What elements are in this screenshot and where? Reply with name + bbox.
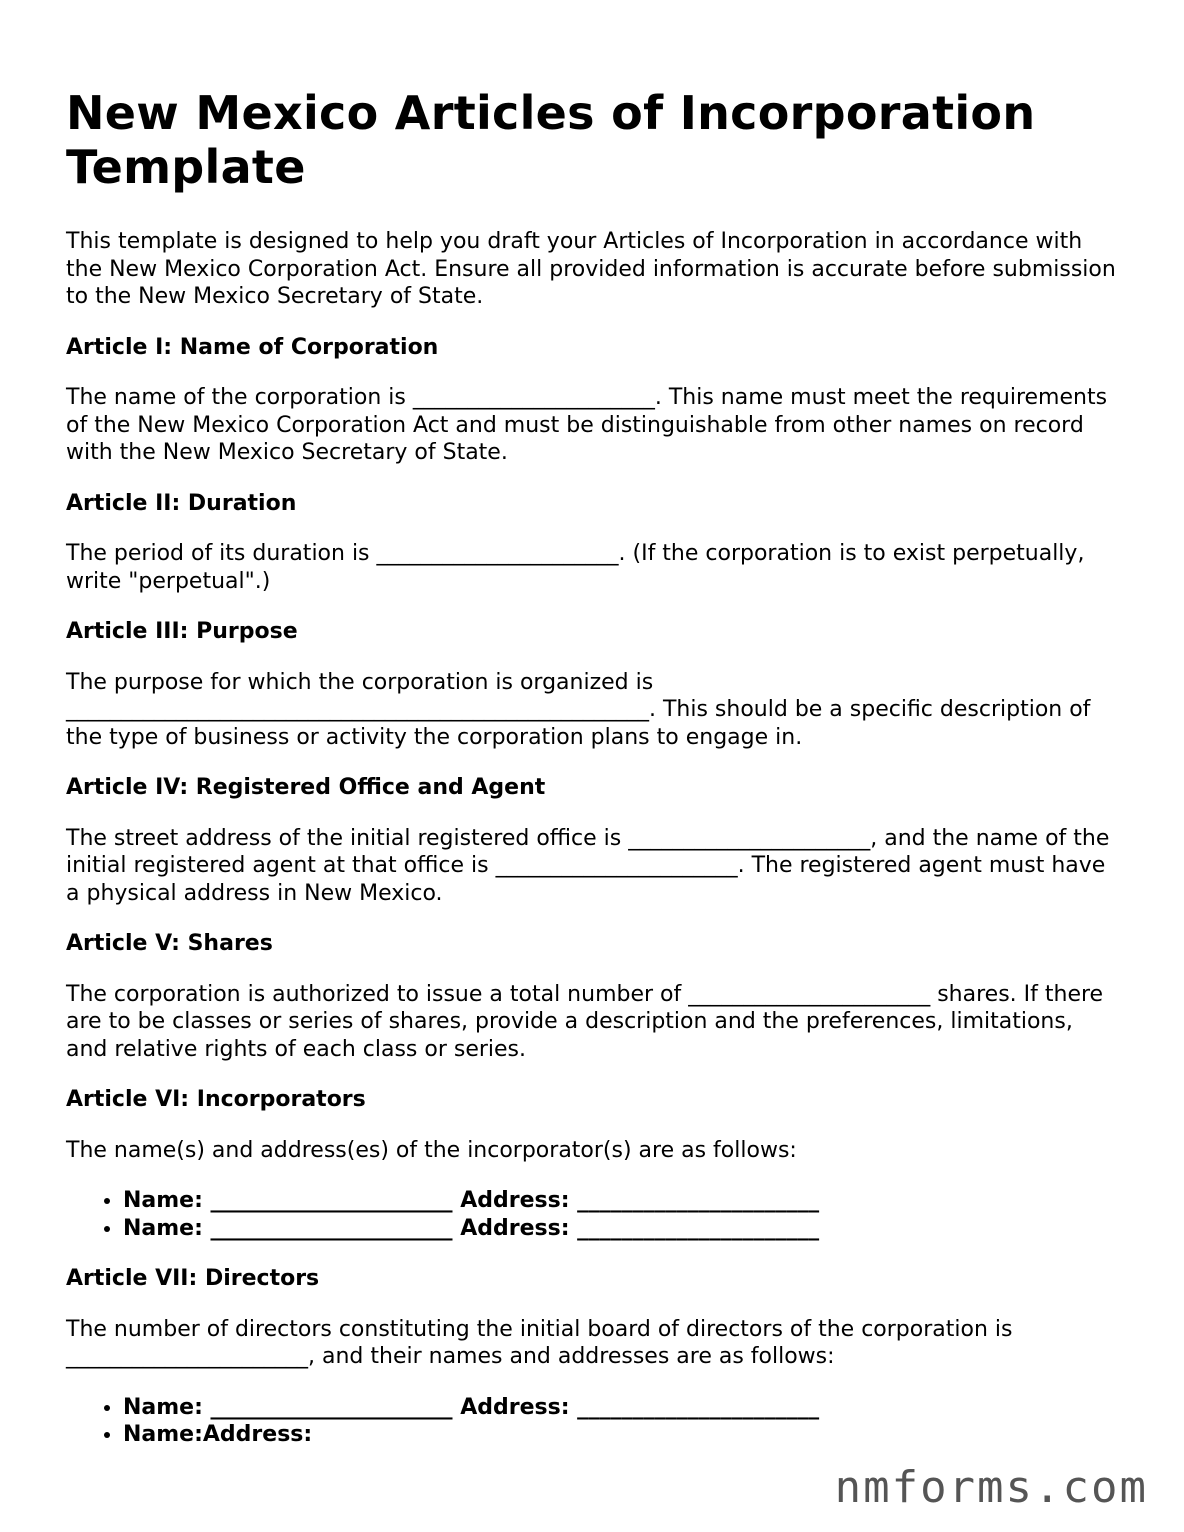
article-4-heading: Article IV: Registered Office and Agent (66, 775, 546, 800)
directors-list (66, 1394, 1118, 1449)
article-2-text: The period of its duration is ______________________. (If the corporation is to exist perpetually, write "perpetual".) (66, 541, 1085, 594)
article-5-text: The corporation is authorized to issue a total number of ______________________ shares. If there are to be classes or series of shares, provide a description and the preferences, limitations, and relative rights of each class or series. (66, 981, 1104, 1062)
article-5-heading: Article V: Shares (66, 931, 273, 956)
incorporators-list (66, 1187, 1118, 1242)
article-3-heading: Article III: Purpose (66, 619, 298, 644)
document-title: New Mexico Articles of Incorporation Template (66, 86, 1036, 194)
article-7-heading: Article VII: Directors (66, 1266, 320, 1291)
article-2-heading: Article II: Duration (66, 490, 297, 516)
article-1-text: The name of the corporation is ______________________. This name must meet the requirements of the New Mexico Corporation Act and must be distinguishable from other names on record with the New Mexico Secretary of State. (66, 385, 1108, 465)
article-6-text: The name(s) and address(es) of the incorporator(s) are as follows: (66, 1137, 797, 1163)
article-7-text: The number of directors constituting the initial board of directors of the corporation is ______________________, and their names and addresses are as follows: (66, 1316, 1013, 1369)
list-item: • Name: ______________________ Address: ______________________ (123, 1215, 1118, 1243)
article-1-heading: Article I: Name of Corporation (66, 334, 439, 360)
article-4-text: The street address of the initial registered office is ______________________, and the name of the initial registered agent at that office is ______________________. The registered agent must have a physical address in New Mexico. (66, 825, 1110, 906)
list-item: • Name: ______________________ Address: ______________________ (123, 1394, 1118, 1422)
article-3-text: The purpose for which the corporation is organized is _____________________________________________________. This should be a specific description of the type of business or activity the corporation plans to engage in. (66, 669, 1091, 750)
watermark: nmforms.com (834, 1462, 1148, 1513)
intro-paragraph: This template is designed to help you draft your Articles of Incorporation in accordance with the New Mexico Corporation Act. Ensure all provided information is accurate before submission to the New Mexico Secretary of State. (66, 229, 1116, 309)
list-item: • Name: ______________________ Address: ______________________ (123, 1187, 1118, 1215)
article-6-heading: Article VI: Incorporators (66, 1087, 366, 1112)
list-item: • Name:Address: (123, 1421, 1118, 1449)
